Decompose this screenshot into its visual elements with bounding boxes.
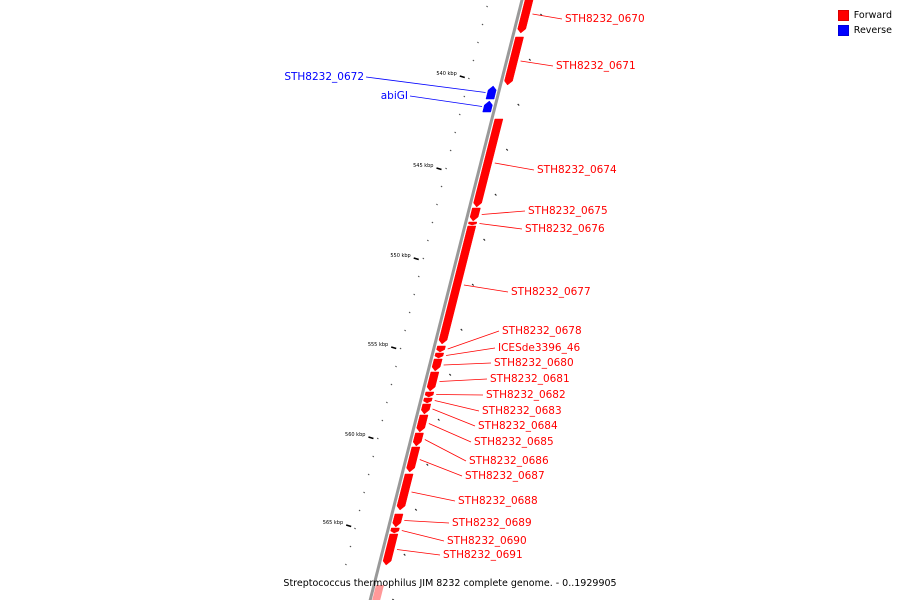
gene-label[interactable]: STH8232_0691: [443, 549, 523, 561]
gene-label[interactable]: STH8232_0671: [556, 60, 636, 72]
legend-label: Reverse: [853, 25, 892, 36]
major-tick: [414, 258, 419, 260]
gene-feature[interactable]: [483, 101, 493, 112]
minor-tick: [472, 284, 474, 286]
label-leader: [397, 550, 440, 556]
gene-labels: [284, 13, 644, 561]
label-leader: [436, 395, 483, 396]
minor-tick: [386, 402, 387, 403]
gene-feature[interactable]: [468, 222, 476, 225]
genome-caption: Streptococcus thermophilus JIM 8232 complete genome. - 0..1929905: [283, 578, 617, 589]
minor-tick: [418, 276, 419, 277]
gene-label[interactable]: ICESde3396_46: [498, 342, 581, 354]
gene-label[interactable]: STH8232_0672: [284, 71, 364, 83]
minor-tick: [345, 564, 346, 565]
tick-label: 555 kbp: [367, 342, 389, 348]
minor-tick: [459, 114, 460, 115]
gene-label[interactable]: STH8232_0688: [458, 495, 538, 507]
label-leader: [446, 348, 495, 356]
gene-label[interactable]: STH8232_0677: [511, 286, 591, 298]
major-tick: [391, 347, 396, 349]
tick-label: 540 kbp: [436, 71, 457, 77]
minor-tick: [445, 168, 446, 169]
minor-tick: [415, 509, 417, 511]
label-leader: [433, 409, 475, 426]
legend: [838, 8, 892, 38]
gene-label[interactable]: STH8232_0689: [452, 517, 532, 529]
gene-label[interactable]: STH8232_0686: [469, 455, 549, 467]
minor-tick: [449, 374, 451, 376]
gene-feature[interactable]: [391, 528, 400, 533]
major-tick: [346, 525, 351, 527]
legend-item-reverse: [838, 23, 892, 38]
minor-tick: [377, 438, 378, 439]
gene-label[interactable]: STH8232_0674: [537, 164, 617, 176]
gene-feature[interactable]: [435, 353, 444, 358]
major-ticks: [323, 71, 465, 527]
reverse-swatch: [838, 25, 849, 36]
minor-tick: [427, 240, 428, 241]
minor-tick: [414, 294, 415, 295]
legend-label: Forward: [853, 10, 892, 21]
gene-label[interactable]: STH8232_0681: [490, 373, 570, 385]
major-tick: [436, 168, 441, 170]
label-leader: [532, 14, 562, 19]
label-leader: [479, 224, 522, 230]
gene-label[interactable]: STH8232_0685: [474, 436, 554, 448]
label-leader: [425, 440, 466, 462]
gene-feature[interactable]: [486, 86, 496, 99]
gene-feature[interactable]: [421, 404, 431, 414]
gene-label[interactable]: STH8232_0684: [478, 420, 558, 432]
minor-tick: [354, 528, 355, 529]
label-leader: [402, 531, 444, 542]
gene-label[interactable]: abiGI: [380, 90, 408, 102]
gene-label[interactable]: STH8232_0680: [494, 357, 574, 369]
gene-feature[interactable]: [413, 433, 423, 446]
label-leader: [448, 331, 499, 349]
minor-tick: [409, 312, 410, 313]
minor-tick: [464, 96, 465, 97]
label-leader: [429, 424, 471, 443]
minor-tick: [484, 239, 486, 241]
minor-tick: [441, 186, 442, 187]
minor-tick: [432, 222, 433, 223]
tick-label: 560 kbp: [345, 432, 366, 438]
gene-label[interactable]: STH8232_0676: [525, 223, 605, 235]
minor-tick: [405, 330, 406, 331]
minor-tick: [436, 204, 437, 205]
major-tick: [368, 437, 373, 439]
minor-tick: [438, 419, 440, 421]
label-leader: [412, 492, 455, 501]
gene-feature[interactable]: [417, 415, 428, 432]
minor-tick: [364, 492, 365, 493]
minor-tick: [518, 104, 520, 106]
label-leader: [495, 163, 534, 170]
minor-tick: [404, 554, 406, 556]
label-leader: [521, 61, 553, 66]
tick-label: 565 kbp: [322, 520, 344, 526]
gene-label[interactable]: STH8232_0690: [447, 535, 527, 547]
label-leader: [439, 379, 487, 382]
label-leader: [410, 96, 482, 107]
minor-tick: [382, 420, 383, 421]
gene-label[interactable]: STH8232_0687: [465, 470, 545, 482]
gene-feature[interactable]: [427, 372, 439, 391]
minor-tick: [473, 60, 474, 61]
minor-tick: [359, 510, 360, 511]
minor-tick: [391, 384, 392, 385]
minor-tick: [477, 42, 478, 43]
minor-tick: [482, 24, 483, 25]
minor-tick: [350, 546, 351, 547]
minor-tick: [368, 474, 369, 475]
forward-swatch: [838, 10, 849, 21]
label-leader: [420, 460, 462, 477]
minor-tick: [427, 464, 429, 466]
gene-label[interactable]: STH8232_0678: [502, 325, 582, 337]
minor-tick: [400, 348, 401, 349]
minor-ticks: [341, 6, 542, 600]
gene-feature[interactable]: [439, 226, 476, 344]
legend-item-forward: [838, 8, 892, 23]
gene-feature[interactable]: [437, 346, 446, 352]
label-leader: [404, 521, 449, 524]
minor-tick: [468, 78, 469, 79]
gene-label[interactable]: STH8232_0683: [482, 405, 562, 417]
gene-feature[interactable]: [470, 208, 480, 221]
label-leader: [435, 401, 479, 412]
minor-tick: [495, 194, 497, 196]
tick-label: 550 kbp: [390, 253, 411, 259]
minor-tick: [450, 150, 451, 151]
minor-tick: [506, 149, 508, 151]
label-leader: [482, 211, 525, 215]
minor-tick: [486, 6, 487, 7]
gene-label[interactable]: STH8232_0670: [565, 13, 645, 25]
minor-tick: [461, 329, 463, 331]
gene-feature[interactable]: [425, 392, 434, 397]
label-leader: [464, 285, 508, 292]
minor-tick: [373, 456, 374, 457]
minor-tick: [529, 59, 531, 61]
gene-label[interactable]: STH8232_0682: [486, 389, 566, 401]
minor-tick: [395, 366, 396, 367]
minor-tick: [423, 258, 424, 259]
major-tick: [460, 76, 465, 78]
gene-label[interactable]: STH8232_0675: [528, 205, 608, 217]
minor-tick: [455, 132, 456, 133]
gene-feature[interactable]: [424, 398, 433, 403]
tick-label: 545 kbp: [413, 163, 434, 169]
gene-feature[interactable]: [432, 359, 442, 371]
gene-feature[interactable]: [393, 514, 403, 527]
label-leader: [444, 363, 491, 365]
